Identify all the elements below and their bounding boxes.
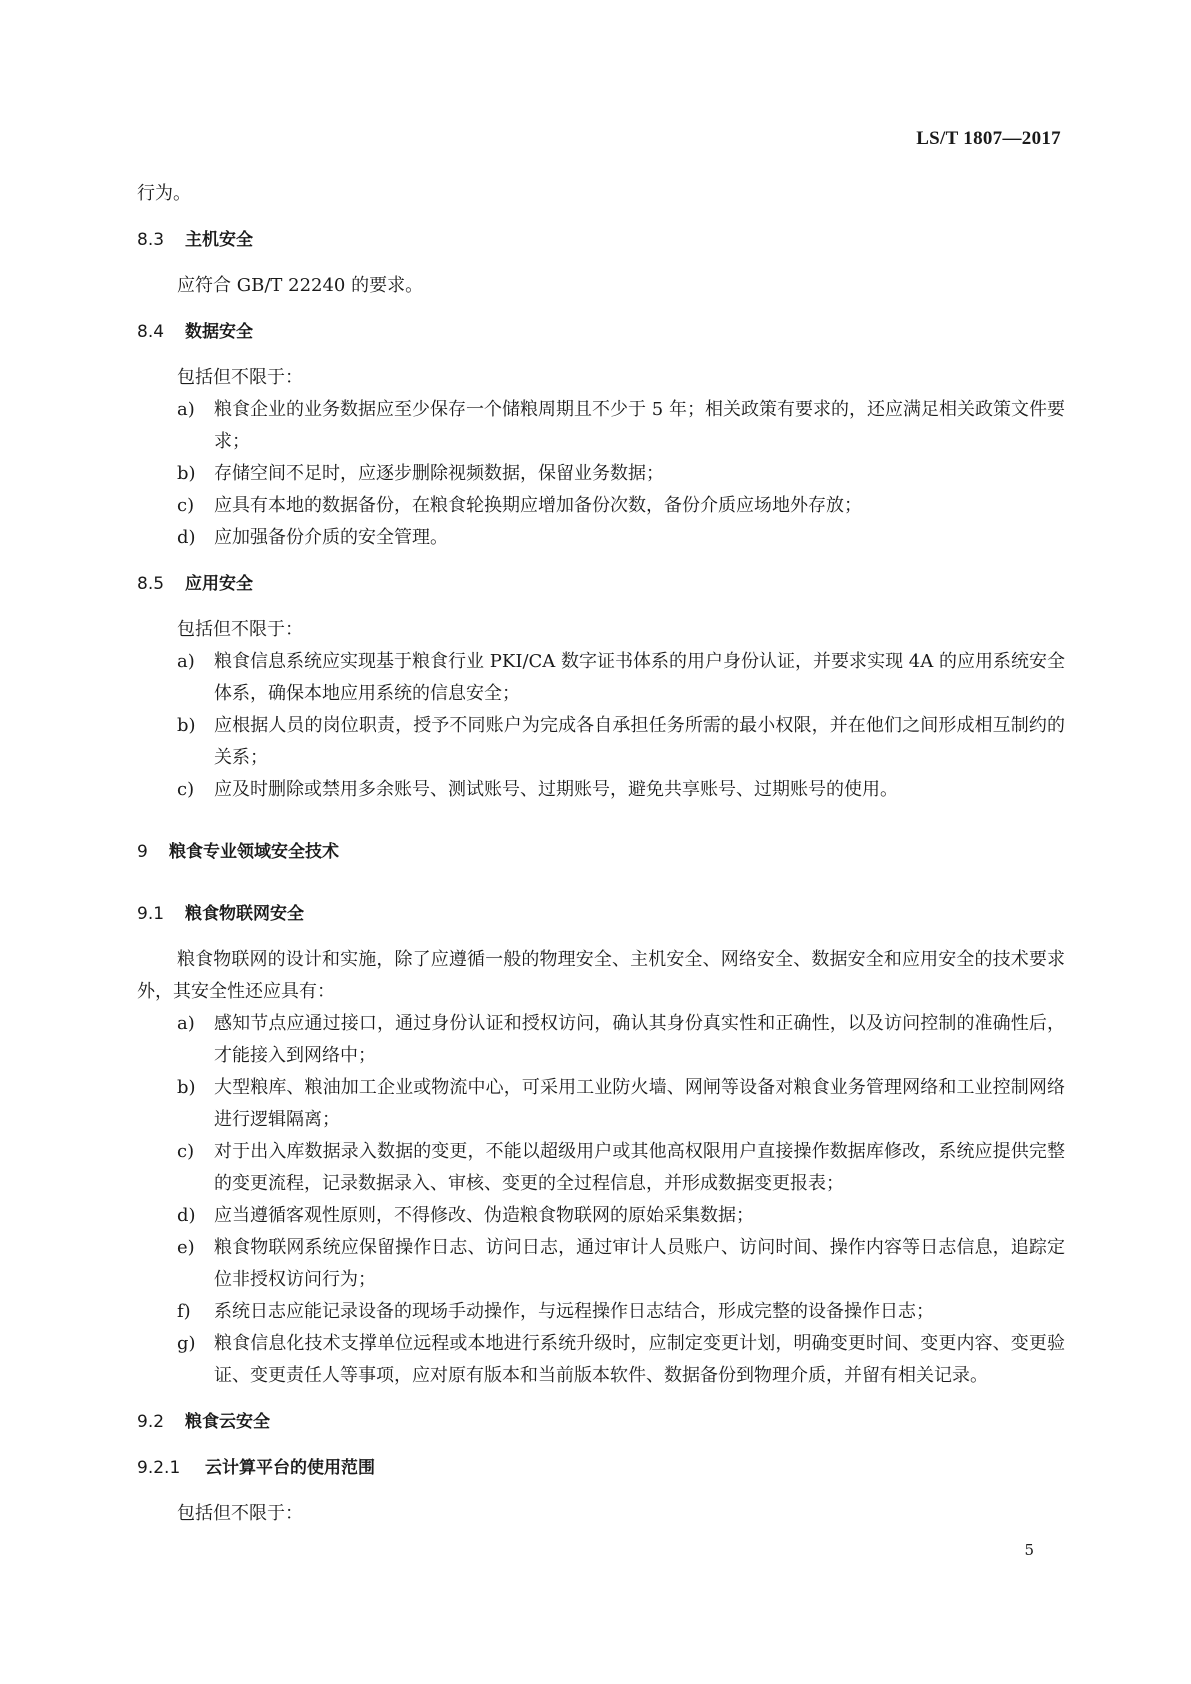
list-item-text: 系统日志应能记录设备的现场手动操作，与远程操作日志结合，形成完整的设备操作日志；	[214, 1301, 934, 1322]
list-item	[137, 1200, 1065, 1232]
list-item-text: 应具有本地的数据备份，在粮食轮换期应增加备份次数，备份介质应场地外存放；	[214, 495, 862, 516]
paragraph: 应符合 GB/T 22240 的要求。	[177, 275, 424, 296]
list-item-text: 应根据人员的岗位职责，授予不同账户为完成各自承担任务所需的最小权限，并在他们之间形成相互制约的关系；	[214, 715, 1065, 768]
list-item	[137, 1328, 1065, 1392]
page-body	[137, 178, 1065, 1530]
section-number: 9.2.1	[137, 1458, 181, 1478]
list-item-label: a)	[177, 1013, 195, 1034]
list-intro: 包括但不限于：	[177, 367, 303, 388]
list-item-text: 粮食企业的业务数据应至少保存一个储粮周期且不少于 5 年；相关政策有要求的，还应满足相关政策文件要求；	[214, 399, 1065, 452]
heading-9	[137, 836, 1065, 868]
heading-8-4	[137, 316, 1065, 348]
list-item	[137, 522, 1065, 554]
list-item-text: 粮食信息系统应实现基于粮食行业 PKI/CA 数字证书体系的用户身份认证，并要求实现 4A 的应用系统安全体系，确保本地应用系统的信息安全；	[214, 651, 1065, 704]
section-number: 9.1	[137, 904, 165, 924]
section-title: 云计算平台的使用范围	[205, 1458, 375, 1478]
list-item-label: a)	[177, 651, 195, 672]
list-item-label: d)	[177, 527, 196, 548]
section-number: 8.4	[137, 322, 165, 342]
heading-8-3	[137, 224, 1065, 256]
list-item-text: 大型粮库、粮油加工企业或物流中心，可采用工业防火墙、网闸等设备对粮食业务管理网络和工业控制网络进行逻辑隔离；	[214, 1077, 1065, 1130]
list-item-text: 应当遵循客观性原则，不得修改、伪造粮食物联网的原始采集数据；	[214, 1205, 754, 1226]
continued-text: 行为。	[137, 183, 191, 204]
list-item-label: e)	[177, 1237, 195, 1258]
section-title: 粮食物联网安全	[185, 904, 304, 924]
list-item-text: 存储空间不足时，应逐步删除视频数据，保留业务数据；	[214, 463, 664, 484]
standard-number: LS/T 1807—2017	[916, 128, 1061, 149]
list-item	[137, 1296, 1065, 1328]
heading-8-5	[137, 568, 1065, 600]
list-item-label: b)	[177, 715, 196, 736]
list-item-text: 粮食信息化技术支撑单位远程或本地进行系统升级时，应制定变更计划，明确变更时间、变更内容、变更验证、变更责任人等事项，应对原有版本和当前版本软件、数据备份到物理介质，并留有相关记录。	[214, 1333, 1065, 1386]
list-item	[137, 1136, 1065, 1200]
list-item-label: c)	[177, 1141, 195, 1162]
list-item-label: c)	[177, 779, 195, 800]
list-item-label: b)	[177, 1077, 196, 1098]
paragraph: 粮食物联网的设计和实施，除了应遵循一般的物理安全、主机安全、网络安全、数据安全和应用安全的技术要求外，其安全性还应具有：	[137, 949, 1065, 1002]
section-title: 主机安全	[185, 230, 253, 250]
list-item-text: 粮食物联网系统应保留操作日志、访问日志，通过审计人员账户、访问时间、操作内容等日志信息，追踪定位非授权访问行为；	[214, 1237, 1065, 1290]
section-number: 9.2	[137, 1412, 165, 1432]
section-title: 粮食云安全	[185, 1412, 270, 1432]
list-item	[137, 774, 1065, 806]
list-item-label: b)	[177, 463, 196, 484]
list-item	[137, 1072, 1065, 1136]
section-number: 8.3	[137, 230, 165, 250]
list-item	[137, 710, 1065, 774]
list-item-label: f)	[177, 1301, 191, 1322]
list-item-text: 应及时删除或禁用多余账号、测试账号、过期账号，避免共享账号、过期账号的使用。	[214, 779, 898, 800]
page-number: 5	[1024, 1541, 1034, 1559]
heading-9-1	[137, 898, 1065, 930]
list-item-label: d)	[177, 1205, 196, 1226]
list-item	[137, 394, 1065, 458]
section-number: 8.5	[137, 574, 165, 594]
list-intro: 包括但不限于：	[177, 619, 303, 640]
list-item-label: a)	[177, 399, 195, 420]
list-item-text: 应加强备份介质的安全管理。	[214, 527, 448, 548]
list-intro: 包括但不限于：	[177, 1503, 303, 1524]
section-title: 数据安全	[185, 322, 253, 342]
list-item-label: g)	[177, 1333, 196, 1354]
section-number: 9	[137, 842, 148, 862]
list-item-text: 感知节点应通过接口，通过身份认证和授权访问，确认其身份真实性和正确性，以及访问控制的准确性后，才能接入到网络中；	[214, 1013, 1065, 1066]
section-title: 应用安全	[185, 574, 253, 594]
list-item-label: c)	[177, 495, 195, 516]
list-item	[137, 1008, 1065, 1072]
list-item	[137, 458, 1065, 490]
heading-9-2	[137, 1406, 1065, 1438]
heading-9-2-1	[137, 1452, 1065, 1484]
section-title: 粮食专业领域安全技术	[169, 842, 339, 862]
list-item-text: 对于出入库数据录入数据的变更，不能以超级用户或其他高权限用户直接操作数据库修改，系统应提供完整的变更流程，记录数据录入、审核、变更的全过程信息，并形成数据变更报表；	[214, 1141, 1065, 1194]
list-item	[137, 1232, 1065, 1296]
list-item	[137, 646, 1065, 710]
list-item	[137, 490, 1065, 522]
